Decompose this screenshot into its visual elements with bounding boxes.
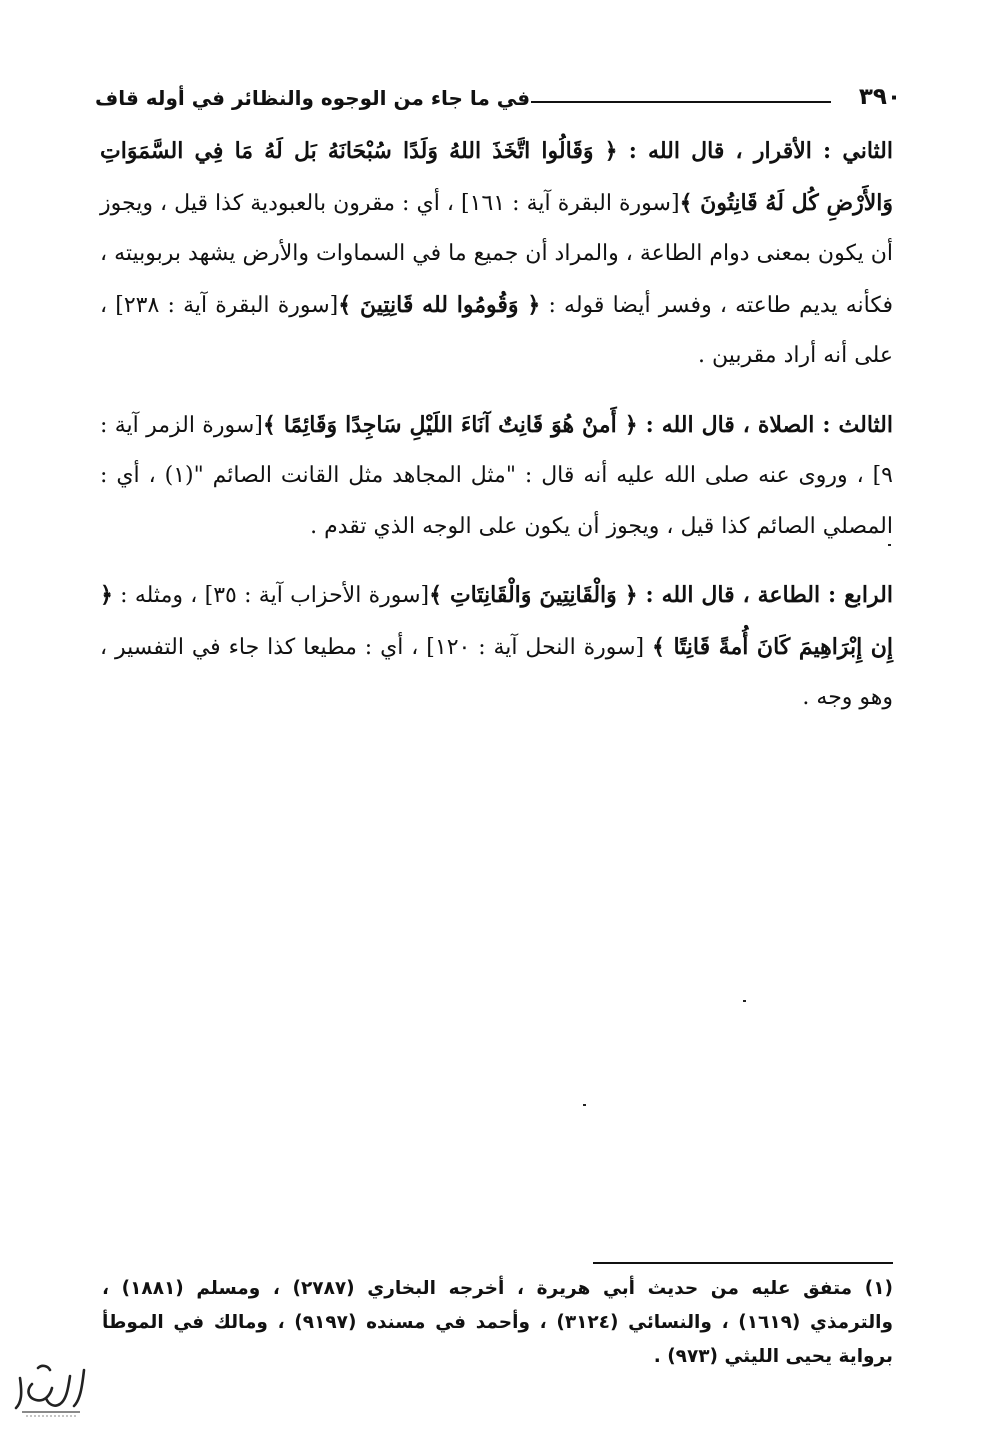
main-text	[100, 126, 893, 742]
running-title: في ما جاء من الوجوه والنظائر في أوله قاف	[95, 86, 531, 110]
scan-speck	[583, 1104, 586, 1106]
header-rule	[531, 101, 831, 103]
page-header	[95, 84, 901, 118]
footnotes	[102, 1272, 893, 1374]
paragraph-text: [سورة البقرة آية : ١٦١] ، أي : مقرون بالعبودية كذا قيل ، ويجوز أن يكون بمعنى دوام الطاعة ، والمراد أن جميع ما في السماوات والأرض يشهد بربوبيته ، فكأنه يديم طاعته ، وفسر أيضا قوله :	[100, 190, 893, 318]
scan-speck	[888, 544, 891, 546]
paragraph-text: [سورة الأحزاب آية : ٣٥] ، ومثله :	[112, 583, 430, 608]
scan-speck	[743, 1000, 746, 1002]
footnote-1: (١) متفق عليه من حديث أبي هريرة ، أخرجه البخاري (٢٧٨٧) ، ومسلم (١٨٨١) ، والترمذي (١٦١٩) ، والنسائي (٣١٢٤) ، وأحمد في مسنده (٩١٩٧) ، ومالك في الموطأ برواية يحيى الليثي (٩٧٣) .	[102, 1278, 893, 1367]
watermark-logo	[8, 1358, 90, 1422]
quran-verse: ﴿ وَقُومُوا لله قَانِتِينَ ﴾	[338, 291, 541, 318]
paragraph-third-meaning	[100, 400, 893, 553]
quran-verse: ﴿ وَقَالُوا اتَّخَذَ اللهُ وَلَدًا سُبْحَانَهُ بَل لَهُ مَا فِي السَّمَوَاتِ وَالأَرْضِ كُل لَهُ قَانِتُونَ ﴾	[100, 138, 893, 216]
paragraph-text: الثاني : الأقرار ، قال الله :	[617, 138, 893, 164]
paragraph-text: [سورة البقرة آية : ٢٣٨] ، على أنه أراد مقربين .	[100, 292, 893, 368]
paragraph-text: الثالث : الصلاة ، قال الله :	[637, 411, 893, 438]
quran-verse: ﴿ وَالْقَانِتِينَ وَالْقَانِتَاتِ ﴾	[429, 582, 638, 608]
paragraph-second-meaning	[100, 126, 893, 382]
page-number: ٣٩٠	[858, 84, 901, 110]
quran-verse: ﴿ إِن إِبْرَاهِيمَ كَانَ أُمةً قَانِتًا ﴾	[100, 582, 894, 660]
footnote-separator	[593, 1262, 893, 1264]
paragraph-text: [سورة الزمر آية : ٩] ، وروى عنه صلى الله عليه أنه قال : "مثل المجاهد مثل القانت الصائم "(١) ، أي : المصلي الصائم كذا قيل ، ويجوز أن يكون على الوجه الذي تقدم .	[100, 412, 893, 539]
paragraph-text: [سورة النحل آية : ١٢٠] ، أي : مطيعا كذا جاء في التفسير ، وهو وجه .	[100, 634, 893, 710]
paragraph-fourth-meaning	[100, 570, 893, 724]
paragraph-text: الرابع : الطاعة ، قال الله :	[637, 582, 894, 608]
quran-verse: ﴿ أَمنْ هُوَ قَانِتٌ آنَاءَ اللَيْلِ سَاجِدًا وَقَائِمًا ﴾	[262, 411, 638, 438]
